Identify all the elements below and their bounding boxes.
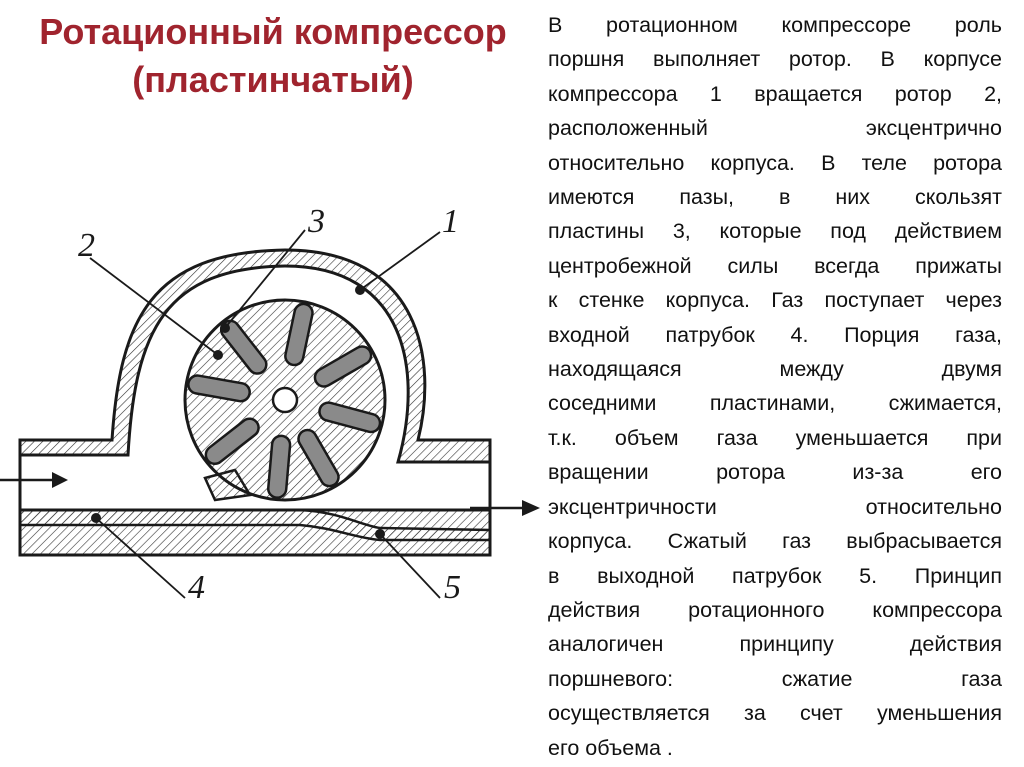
marker-dot <box>375 529 385 539</box>
description-line: входной патрубок 4. Порция газа, <box>548 322 1002 347</box>
description-line: вращении ротора из-за его <box>548 460 1002 485</box>
description-line: к стенке корпуса. Газ поступает через <box>548 288 1002 313</box>
marker-dot <box>91 513 101 523</box>
description-line: центробежной силы всегда прижаты <box>548 253 1002 278</box>
description-line: расположенный эксцентрично <box>548 116 1002 141</box>
description-line: аналогичен принципу действия <box>548 632 1002 657</box>
label-vanes: 3 <box>308 203 325 240</box>
label-outlet: 5 <box>444 569 461 606</box>
rotor-shaft <box>273 388 297 412</box>
leader-line-1 <box>360 232 440 290</box>
description-line: его объема . <box>548 735 673 760</box>
label-rotor: 2 <box>78 227 95 264</box>
vane <box>267 435 290 498</box>
description-line: пластины 3, которые под действием <box>548 219 1002 244</box>
marker-dot <box>220 323 230 333</box>
description-line: т.к. объем газа уменьшается при <box>548 425 1002 450</box>
marker-dot <box>213 350 223 360</box>
compressor-diagram <box>0 185 546 615</box>
label-housing: 1 <box>442 203 459 240</box>
description-line: поршня выполняет ротор. В корпусе <box>548 47 1002 72</box>
description-text <box>548 8 1002 765</box>
marker-dot <box>355 285 365 295</box>
description-line: эксцентричности относительно <box>548 494 1002 519</box>
page-title <box>0 8 546 104</box>
description-line: осуществляется за счет уменьшения <box>548 701 1002 726</box>
title-line-2: (пластинчатый) <box>132 59 414 100</box>
description-line: В ротационном компрессоре роль <box>548 13 1002 37</box>
label-inlet: 4 <box>188 569 205 606</box>
description-line: в выходной патрубок 5. Принцип <box>548 563 1002 588</box>
description-line: поршневого: сжатие газа <box>548 666 1002 691</box>
description-line: действия ротационного компрессора <box>548 597 1002 622</box>
description-line: соседними пластинами, сжимается, <box>548 391 1002 416</box>
description-line: компрессора 1 вращается ротор 2, <box>548 81 1002 106</box>
description-line: находящаяся между двумя <box>548 357 1002 382</box>
description-line: имеются пазы, в них скользят <box>548 185 1002 210</box>
title-line-1: Ротационный компрессор <box>39 11 507 52</box>
description-line: относительно корпуса. В теле ротора <box>548 150 1002 175</box>
description-line: корпуса. Сжатый газ выбрасывается <box>548 529 1002 554</box>
